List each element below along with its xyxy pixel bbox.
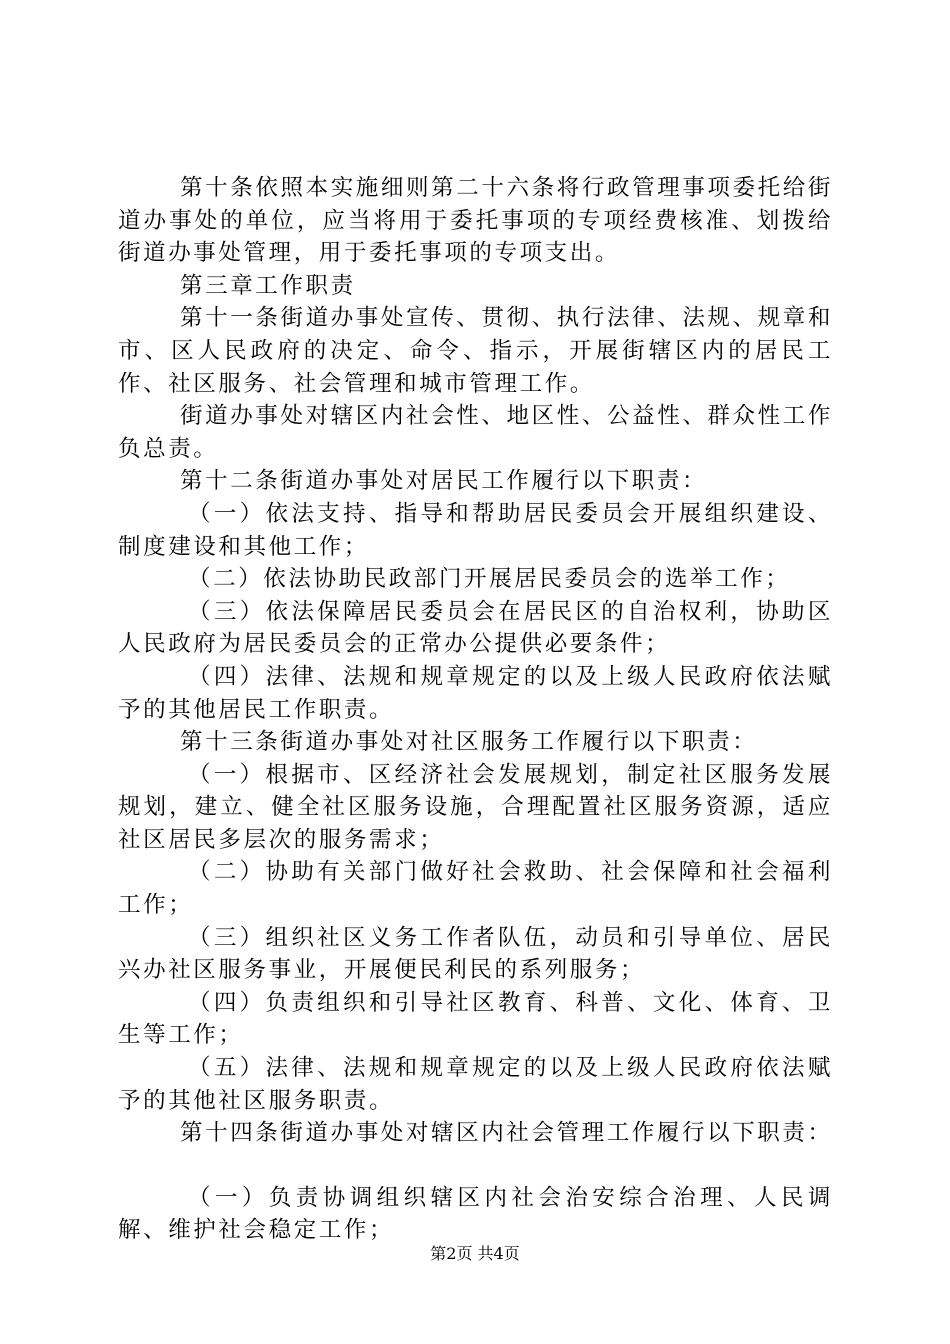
paragraph-article-14: 第十四条街道办事处对辖区内社会管理工作履行以下职责：	[180, 1120, 833, 1147]
paragraph-responsibility: 街道办事处对辖区内社会性、地区性、公益性、群众性工作负总责。	[118, 403, 833, 462]
list-item-12-2: （二）依法协助民政部门开展居民委员会的选举工作；	[188, 566, 791, 593]
list-item-13-4: （四）负责组织和引导社区教育、科普、文化、体育、卫生等工作；	[118, 989, 833, 1049]
list-item-13-1: （一）根据市、区经济社会发展规划，制定社区服务发展规划，建立、健全社区服务设施，合理配置社区服务资源，适应社区居民多层次的服务需求；	[118, 761, 833, 853]
paragraph-article-11: 第十一条街道办事处宣传、贯彻、执行法律、法规、规章和市、区人民政府的决定、命令、指示，开展街辖区内的居民工作、社区服务、社会管理和城市管理工作。	[118, 305, 833, 397]
document-body	[118, 172, 833, 1247]
list-item-12-3: （三）依法保障居民委员会在居民区的自治权利，协助区人民政府为居民委员会的正常办公提供必要条件；	[118, 598, 833, 658]
list-item-14-1: （一）负责协调组织辖区内社会治安综合治理、人民调解、维护社会稳定工作；	[118, 1184, 833, 1244]
paragraph-article-10: 第十条依照本实施细则第二十六条将行政管理事项委托给街道办事处的单位，应当将用于委托事项的专项经费核准、划拨给街道办事处管理，用于委托事项的专项支出。	[118, 175, 833, 267]
chapter-heading: 第三章工作职责	[180, 272, 356, 299]
page-footer: 第2页 共4页	[430, 1244, 520, 1263]
list-item-13-3: （三）组织社区义务工作者队伍，动员和引导单位、居民兴办社区服务事业，开展便民利民的系列服务；	[118, 924, 833, 984]
paragraph-article-13: 第十三条街道办事处对社区服务工作履行以下职责：	[180, 729, 758, 756]
list-item-13-5: （五）法律、法规和规章规定的以及上级人民政府依法赋予的其他社区服务职责。	[118, 1055, 833, 1114]
list-item-12-4: （四）法律、法规和规章规定的以及上级人民政府依法赋予的其他居民工作职责。	[118, 663, 833, 723]
list-item-13-2: （二）协助有关部门做好社会救助、社会保障和社会福利工作；	[118, 859, 833, 919]
paragraph-article-12: 第十二条街道办事处对居民工作履行以下职责：	[180, 468, 708, 495]
list-item-12-1: （一）依法支持、指导和帮助居民委员会开展组织建设、制度建设和其他工作；	[118, 500, 833, 560]
